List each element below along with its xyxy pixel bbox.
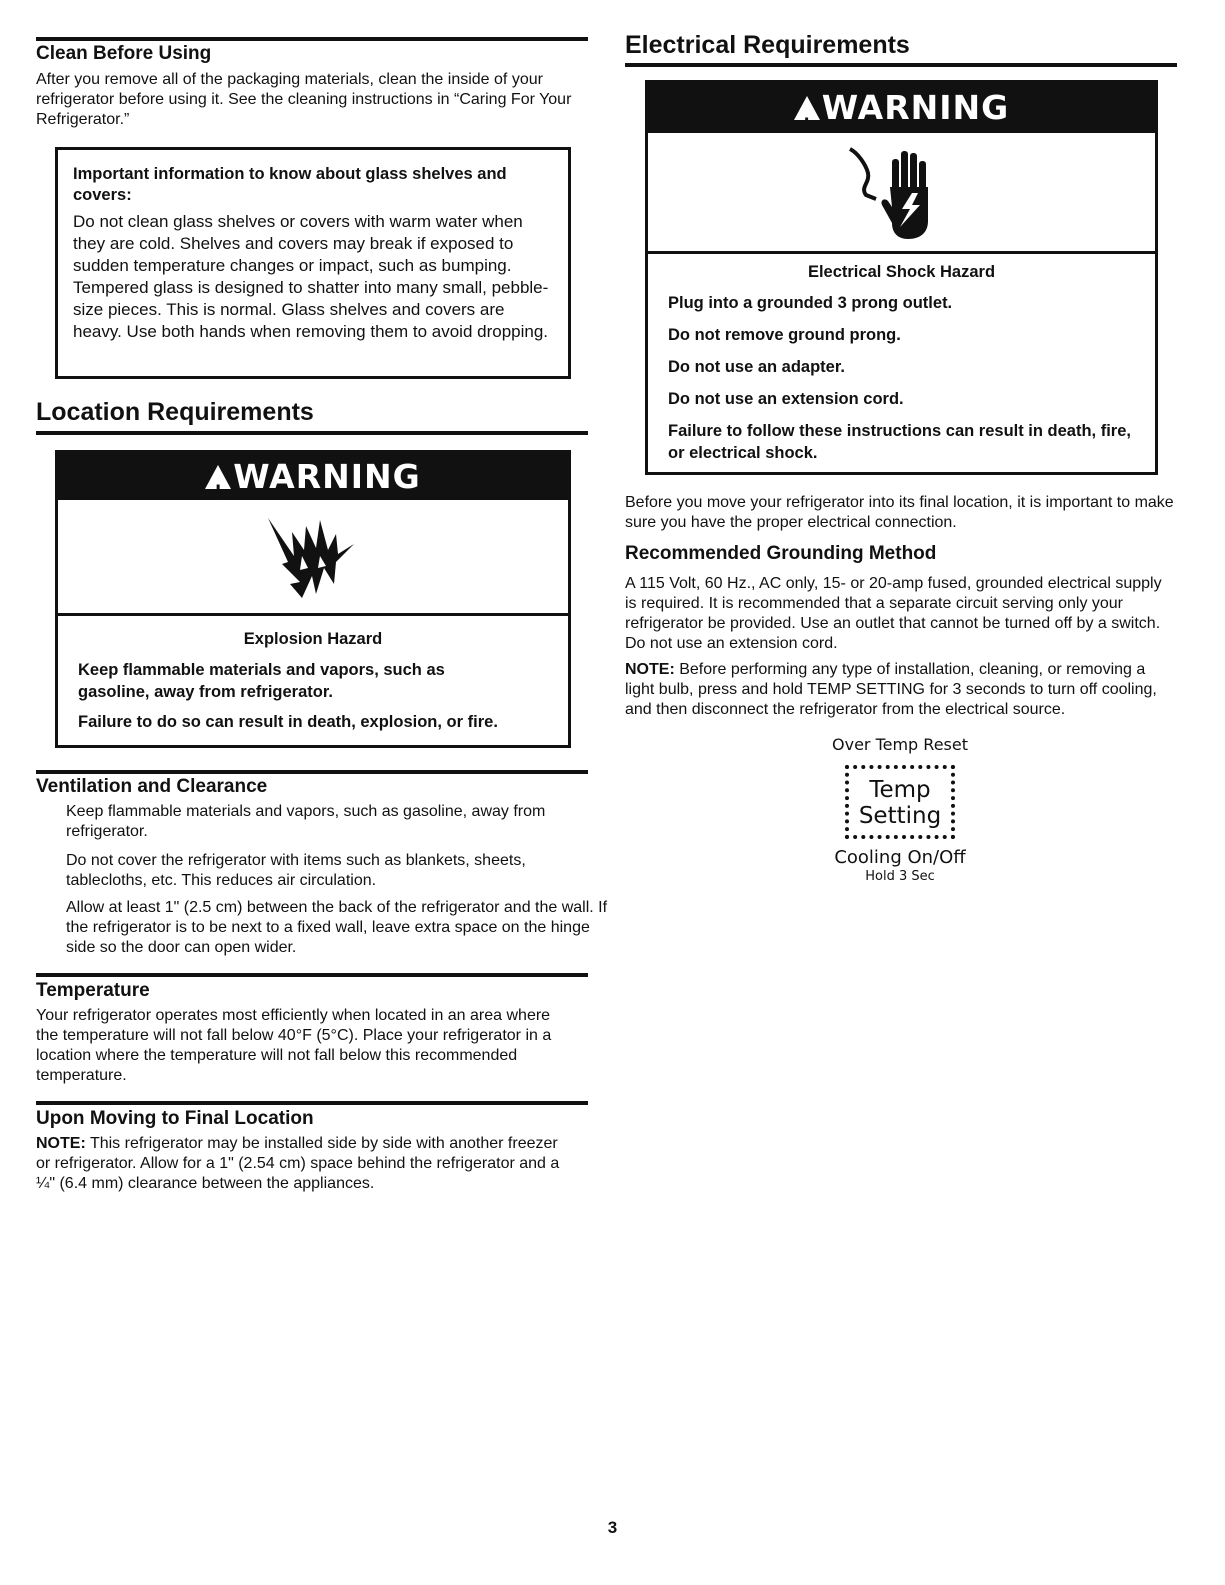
temperature-heading: Temperature — [36, 980, 150, 1001]
explosion-hazard-title: Explosion Hazard — [243, 630, 383, 648]
moving-rule — [36, 1101, 588, 1105]
explosion-warning-box — [55, 450, 571, 748]
glass-box-title: Important information to know about glass shelves and covers: — [73, 165, 507, 204]
grounding-heading: Recommended Grounding Method — [625, 543, 937, 564]
temp-setting-line1: Temp — [869, 777, 931, 803]
explosion-warning-line2: Failure to do so can result in death, explosion, or fire. — [78, 713, 498, 731]
explosion-warning-body — [58, 628, 568, 733]
temp-setting-line2: Setting — [858, 803, 942, 829]
electrical-note-label: NOTE: — [625, 661, 675, 678]
warning-triangle-icon — [205, 465, 231, 489]
location-requirements-rule — [36, 431, 588, 435]
ventilation-rule — [36, 770, 588, 774]
electrical-warning-line4: Do not use an extension cord. — [668, 390, 904, 408]
electrical-warning-box — [645, 80, 1158, 475]
temperature-text: Your refrigerator operates most efficiently when located in an area where the temperature will not fall below 40°F (5°C). Place your refrigerator in a location where the temperature will not fall below this recommended temperature. — [36, 1007, 552, 1084]
electrical-requirements-heading: Electrical Requirements — [625, 31, 910, 59]
warning-triangle-icon — [794, 96, 820, 120]
explosion-warning-label: WARNING — [233, 457, 421, 496]
clean-before-using-rule — [36, 37, 588, 41]
explosion-warning-line1: Keep flammable materials and vapors, such as gasoline, away from refrigerator. — [78, 661, 445, 701]
clean-before-using-text: After you remove all of the packaging materials, clean the inside of your refrigerator before using it. See the cleaning instructions in “Caring For Your Refrigerator.” — [36, 71, 572, 128]
electrical-intro-text: Before you move your refrigerator into its final location, it is important to make sure you have the proper electrical connection. — [625, 494, 1174, 531]
electrical-warning-line3: Do not use an adapter. — [668, 358, 845, 376]
moving-note-label: NOTE: — [36, 1135, 86, 1152]
electrical-warning-bar — [648, 83, 1155, 133]
electrical-warning-body — [648, 261, 1155, 464]
moving-note — [36, 1134, 566, 1194]
electrical-note-text: Before performing any type of installation, cleaning, or removing a light bulb, press and hold TEMP SETTING for 3 seconds to turn off cooling, and then disconnect the refrigerator from the electrical source. — [625, 661, 1157, 718]
over-temp-reset-label: Over Temp Reset — [832, 735, 968, 754]
electrical-requirements-rule — [625, 63, 1177, 67]
ventilation-heading: Ventilation and Clearance — [36, 776, 268, 797]
glass-shelves-info-box — [55, 147, 571, 379]
electrical-hazard-title: Electrical Shock Hazard — [807, 263, 996, 281]
grounding-text: A 115 Volt, 60 Hz., AC only, 15- or 20-amp fused, grounded electrical supply is required. It is recommended that a separate circuit serving only your refrigerator be provided. Use an outlet that cannot be turned off by a switch. Do not use an extension cord. — [625, 575, 1162, 652]
ventilation-text-1: Keep flammable materials and vapors, such as gasoline, away from refrigerator. — [66, 803, 546, 840]
ventilation-text-3: Allow at least 1" (2.5 cm) between the back of the refrigerator and the wall. If the refrigerator is to be next to a fixed wall, leave extra space on the hinge side so the door can open wider. — [66, 899, 608, 956]
page-number: 3 — [607, 1518, 618, 1537]
control-panel-diagram — [800, 735, 1000, 884]
location-requirements-heading: Location Requirements — [36, 398, 314, 426]
electrical-shock-icon — [846, 143, 946, 243]
hold-3-sec-label: Hold 3 Sec — [865, 869, 935, 884]
explosion-warning-bar — [58, 453, 568, 500]
explosion-icon — [258, 510, 368, 610]
ventilation-text-2: Do not cover the refrigerator with items such as blankets, sheets, tablecloths, etc. This reduces air circulation. — [66, 852, 526, 889]
clean-before-using-heading: Clean Before Using — [36, 43, 212, 64]
electrical-warning-label: WARNING — [821, 88, 1010, 127]
electrical-warning-line2: Do not remove ground prong. — [668, 326, 901, 344]
moving-note-text: This refrigerator may be installed side by side with another freezer or refrigerator. Allow for a 1" (2.54 cm) space behind the refrigerator and a ¼" (6.4 mm) clearance between the appliances. — [36, 1135, 560, 1192]
cooling-on-off-label: Cooling On/Off — [834, 847, 966, 868]
electrical-icon-area — [648, 133, 1155, 254]
temp-setting-button[interactable] — [845, 765, 955, 839]
moving-heading: Upon Moving to Final Location — [36, 1108, 314, 1129]
electrical-warning-line1: Plug into a grounded 3 prong outlet. — [668, 294, 953, 312]
electrical-note — [625, 660, 1177, 720]
glass-box-text: Do not clean glass shelves or covers with warm water when they are cold. Shelves and covers may break if exposed to sudden temperature changes or impact, such as bumping. Tempered glass is designed to shatter into many small, pebble-size pieces. This is normal. Glass shelves and covers are heavy. Use both hands when removing them to avoid dropping. — [73, 212, 549, 341]
electrical-warning-line5: Failure to follow these instructions can result in death, fire, or electrical shock. — [668, 422, 1131, 462]
temperature-rule — [36, 973, 588, 977]
explosion-icon-area — [58, 500, 568, 616]
